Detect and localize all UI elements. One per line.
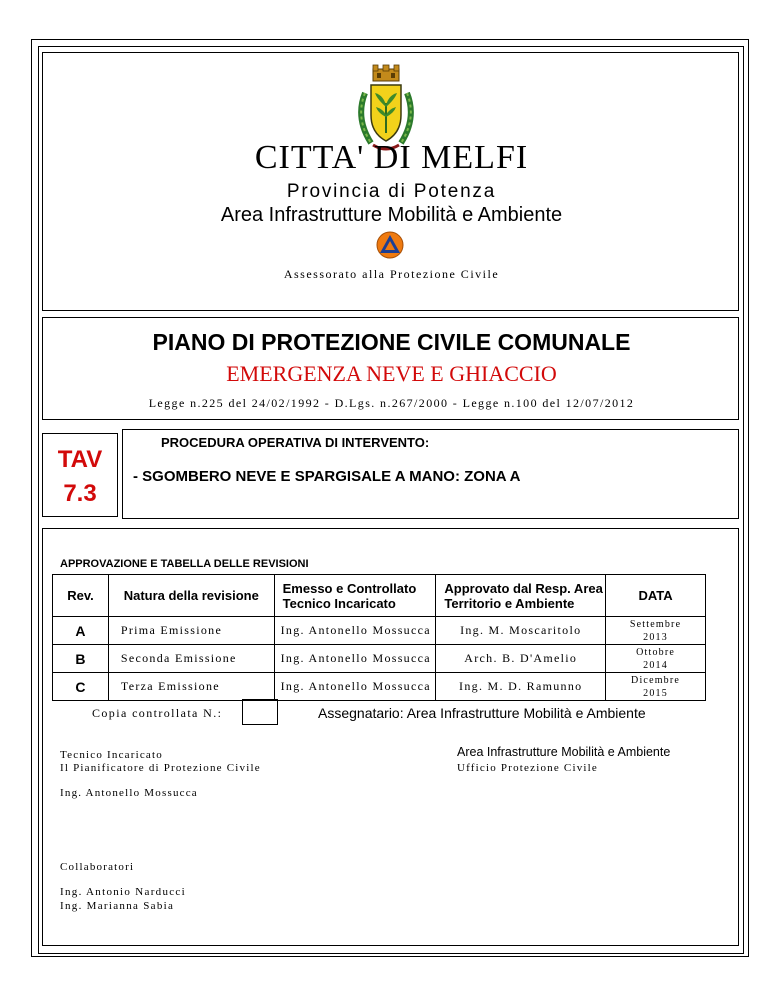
col-nature: Natura della revisione <box>108 575 274 617</box>
rev-code: B <box>53 645 109 673</box>
col-issued: Emesso e Controllato Tecnico Incaricato <box>274 575 436 617</box>
col-rev: Rev. <box>53 575 109 617</box>
rev-approved: Arch. B. D'Amelio <box>436 645 606 673</box>
revision-table-header <box>53 575 706 617</box>
revision-table <box>52 574 706 701</box>
collaborator-name: Ing. Antonio Narducci <box>60 886 186 898</box>
tech-name: Ing. Antonello Mossucca <box>60 787 198 799</box>
tech-role: Tecnico Incaricato <box>60 749 163 761</box>
header-box <box>42 52 739 311</box>
rev-issued: Ing. Antonello Mossucca <box>274 617 436 645</box>
city-name: CITTA' DI MELFI <box>254 139 529 176</box>
rev-date: Ottobre 2014 <box>606 645 706 673</box>
col-date: DATA <box>606 575 706 617</box>
civil-protection-icon <box>375 230 405 260</box>
rev-code: C <box>53 673 109 701</box>
table-row <box>53 673 706 701</box>
tav-number: 7.3 <box>63 480 97 507</box>
province-name: Provincia di Potenza <box>286 181 497 202</box>
rev-issued: Ing. Antonello Mossucca <box>274 645 436 673</box>
assignee: Assegnatario: Area Infrastrutture Mobilità e Ambiente <box>318 705 646 721</box>
rev-nature: Seconda Emissione <box>108 645 274 673</box>
table-row <box>53 617 706 645</box>
rev-nature: Terza Emissione <box>108 673 274 701</box>
copy-number-field <box>242 699 278 725</box>
collaborator-name: Ing. Marianna Sabia <box>60 900 175 912</box>
tav-label: TAV <box>57 446 103 473</box>
law-references: Legge n.225 del 24/02/1992 - D.Lgs. n.267/2000 - Legge n.100 del 12/07/2012 <box>148 396 635 410</box>
rev-approved: Ing. M. D. Ramunno <box>436 673 606 701</box>
tech-subtitle: Il Pianificatore di Protezione Civile <box>60 762 261 774</box>
office-name: Ufficio Protezione Civile <box>457 762 598 774</box>
rev-nature: Prima Emissione <box>108 617 274 645</box>
tav-label-box <box>42 433 118 517</box>
rev-date: Dicembre 2015 <box>606 673 706 701</box>
col-approved: Approvato dal Resp. Area Territorio e Ambiente <box>436 575 606 617</box>
table-row <box>53 645 706 673</box>
plan-box <box>42 317 739 420</box>
area-name: Area Infrastrutture Mobilità e Ambiente <box>220 204 563 226</box>
procedure-heading: PROCEDURA OPERATIVA DI INTERVENTO: <box>161 435 430 450</box>
copy-controlled-label: Copia controllata N.: <box>92 706 223 720</box>
tav-description-box <box>122 429 739 519</box>
assessorato: Assessorato alla Protezione Civile <box>283 267 500 281</box>
rev-issued: Ing. Antonello Mossucca <box>274 673 436 701</box>
plan-title: PIANO DI PROTEZIONE CIVILE COMUNALE <box>152 329 631 355</box>
rev-approved: Ing. M. Moscaritolo <box>436 617 606 645</box>
rev-code: A <box>53 617 109 645</box>
procedure-description: - SGOMBERO NEVE E SPARGISALE A MANO: ZONA A <box>133 468 521 485</box>
office-area: Area Infrastrutture Mobilità e Ambiente <box>457 745 671 759</box>
plan-subtitle: EMERGENZA NEVE E GHIACCIO <box>226 361 557 386</box>
rev-date: Settembre 2013 <box>606 617 706 645</box>
collaborators-label: Collaboratori <box>60 861 135 873</box>
approval-title: APPROVAZIONE E TABELLA DELLE REVISIONI <box>60 558 309 570</box>
